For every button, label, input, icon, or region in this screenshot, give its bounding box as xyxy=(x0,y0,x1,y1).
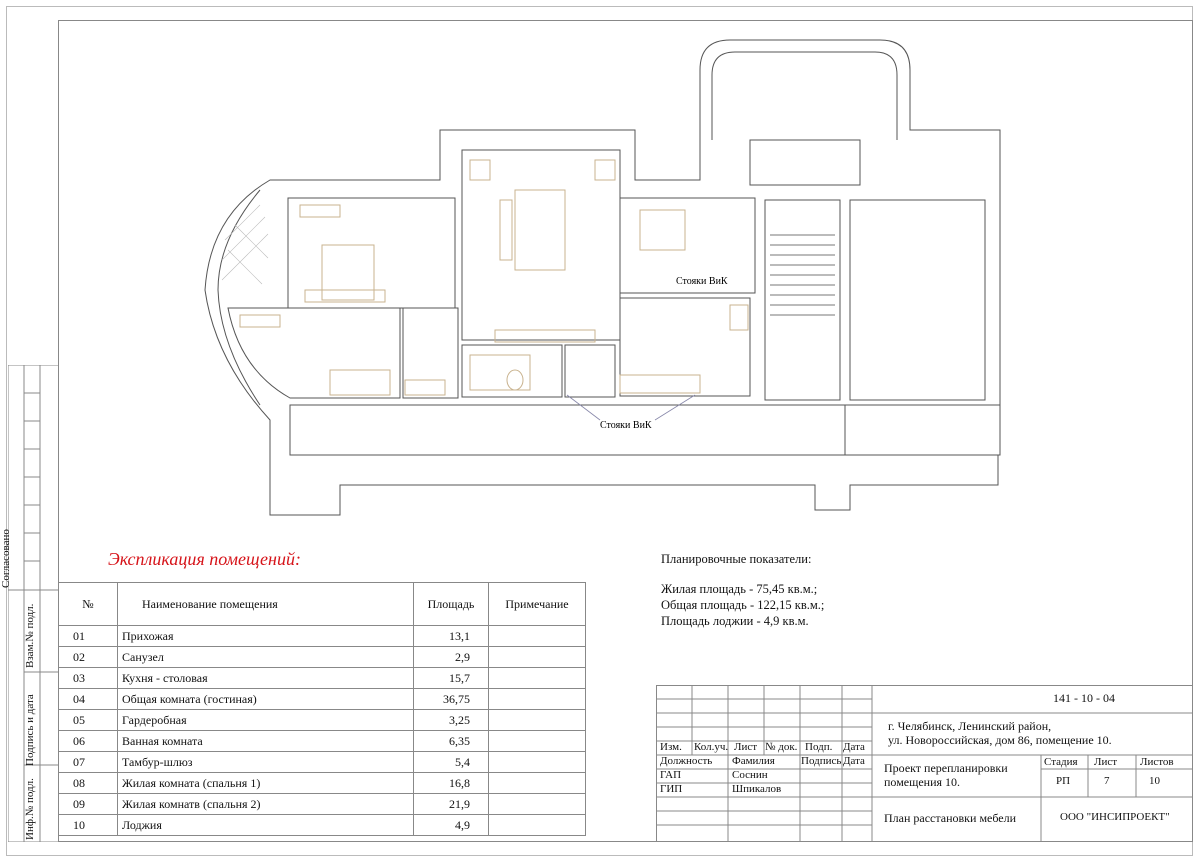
side-label-inv: Инф.№ подл. xyxy=(24,778,36,840)
row-area: 21,9 xyxy=(414,794,489,815)
row-name: Лоджия xyxy=(118,815,414,836)
row-area: 3,25 xyxy=(414,710,489,731)
row-num: 02 xyxy=(59,647,118,668)
row-name: Санузел xyxy=(118,647,414,668)
tb-sheet: 7 xyxy=(1104,775,1110,787)
tb-sheets: 10 xyxy=(1149,775,1160,787)
row-num: 10 xyxy=(59,815,118,836)
tb-sheet-title: План расстановки мебели xyxy=(884,811,1017,825)
row-num: 08 xyxy=(59,773,118,794)
row-note xyxy=(489,773,586,794)
tb-sheets-label: Листов xyxy=(1140,756,1174,768)
row-note xyxy=(489,752,586,773)
row-num: 06 xyxy=(59,731,118,752)
row-note xyxy=(489,710,586,731)
tb-sign-label: Подпись xyxy=(801,755,842,767)
tb-col-doc: № док. xyxy=(765,741,798,753)
riser-label-lower: Стояки ВиК xyxy=(600,420,652,431)
row-num: 04 xyxy=(59,689,118,710)
tb-name-2: Шпикалов xyxy=(732,783,782,795)
row-area: 13,1 xyxy=(414,626,489,647)
table-row xyxy=(59,710,586,731)
tb-name-1: Соснин xyxy=(732,769,768,781)
floor-plan xyxy=(200,35,1010,525)
tb-date-label: Дата xyxy=(843,755,865,767)
row-area: 2,9 xyxy=(414,647,489,668)
planning-indicators xyxy=(661,551,824,629)
row-area: 16,8 xyxy=(414,773,489,794)
tb-role-2: ГИП xyxy=(660,783,683,795)
table-row xyxy=(59,731,586,752)
tb-role-1: ГАП xyxy=(660,769,682,781)
row-num: 01 xyxy=(59,626,118,647)
table-row xyxy=(59,752,586,773)
header-num: № xyxy=(59,583,118,626)
tb-col-izm: Изм. xyxy=(660,741,682,753)
row-area: 6,35 xyxy=(414,731,489,752)
indicator-living: Жилая площадь - 75,45 кв.м.; xyxy=(661,582,818,596)
indicators-title: Планировочные показатели: xyxy=(661,552,812,566)
header-name: Наименование помещения xyxy=(118,583,414,626)
table-row xyxy=(59,647,586,668)
row-name: Жилая комнатв (спальня 2) xyxy=(118,794,414,815)
tb-address-2: ул. Новороссийская, дом 86, помещение 10. xyxy=(888,733,1112,747)
row-note xyxy=(489,668,586,689)
row-name: Ванная комната xyxy=(118,731,414,752)
header-note: Примечание xyxy=(489,583,586,626)
explication-title: Экспликация помещений: xyxy=(108,549,301,569)
tb-name-label: Фамилия xyxy=(732,755,775,767)
indicator-total: Общая площадь - 122,15 кв.м.; xyxy=(661,598,825,612)
table-row xyxy=(59,689,586,710)
row-area: 5,4 xyxy=(414,752,489,773)
row-note xyxy=(489,647,586,668)
row-note xyxy=(489,689,586,710)
tb-project-2: помещения 10. xyxy=(884,775,961,789)
tb-col-date: Дата xyxy=(843,741,865,753)
indicator-loggia: Площадь лоджии - 4,9 кв.м. xyxy=(661,614,809,628)
row-note xyxy=(489,626,586,647)
explication-table xyxy=(58,582,586,836)
tb-stage: РП xyxy=(1056,775,1071,787)
tb-code: 141 - 10 - 04 xyxy=(1053,691,1115,705)
row-area: 15,7 xyxy=(414,668,489,689)
row-name: Общая комната (гостиная) xyxy=(118,689,414,710)
row-num: 05 xyxy=(59,710,118,731)
table-row xyxy=(59,773,586,794)
row-note xyxy=(489,794,586,815)
tb-sheet-label: Лист xyxy=(1094,756,1118,768)
header-area: Площадь xyxy=(414,583,489,626)
row-name: Кухня - столовая xyxy=(118,668,414,689)
row-num: 09 xyxy=(59,794,118,815)
tb-role-label: Должность xyxy=(660,755,713,767)
row-name: Гардеробная xyxy=(118,710,414,731)
explication-header-row xyxy=(59,583,586,626)
table-row xyxy=(59,815,586,836)
tb-col-list: Лист xyxy=(734,741,758,753)
row-note xyxy=(489,815,586,836)
tb-project-1: Проект перепланировки xyxy=(884,761,1008,775)
tb-company: ООО "ИНСИПРОЕКТ" xyxy=(1060,811,1170,823)
row-name: Прихожая xyxy=(118,626,414,647)
row-num: 03 xyxy=(59,668,118,689)
table-row xyxy=(59,668,586,689)
table-row xyxy=(59,794,586,815)
row-area: 4,9 xyxy=(414,815,489,836)
side-label-agreed: Согласовано xyxy=(0,529,12,588)
tb-stage-label: Стадия xyxy=(1044,756,1078,768)
side-label-signature: Подпись и дата xyxy=(24,694,36,766)
riser-label-upper: Стояки ВиК xyxy=(676,276,728,287)
side-label-replaced: Взам.№ подл. xyxy=(24,603,36,668)
row-area: 36,75 xyxy=(414,689,489,710)
row-num: 07 xyxy=(59,752,118,773)
tb-col-sign: Подп. xyxy=(805,741,833,753)
table-row xyxy=(59,626,586,647)
row-note xyxy=(489,731,586,752)
row-name: Жилая комната (спальня 1) xyxy=(118,773,414,794)
tb-col-kol: Кол.уч. xyxy=(694,741,729,753)
row-name: Тамбур-шлюз xyxy=(118,752,414,773)
tb-address-1: г. Челябинск, Ленинский район, xyxy=(888,719,1052,733)
